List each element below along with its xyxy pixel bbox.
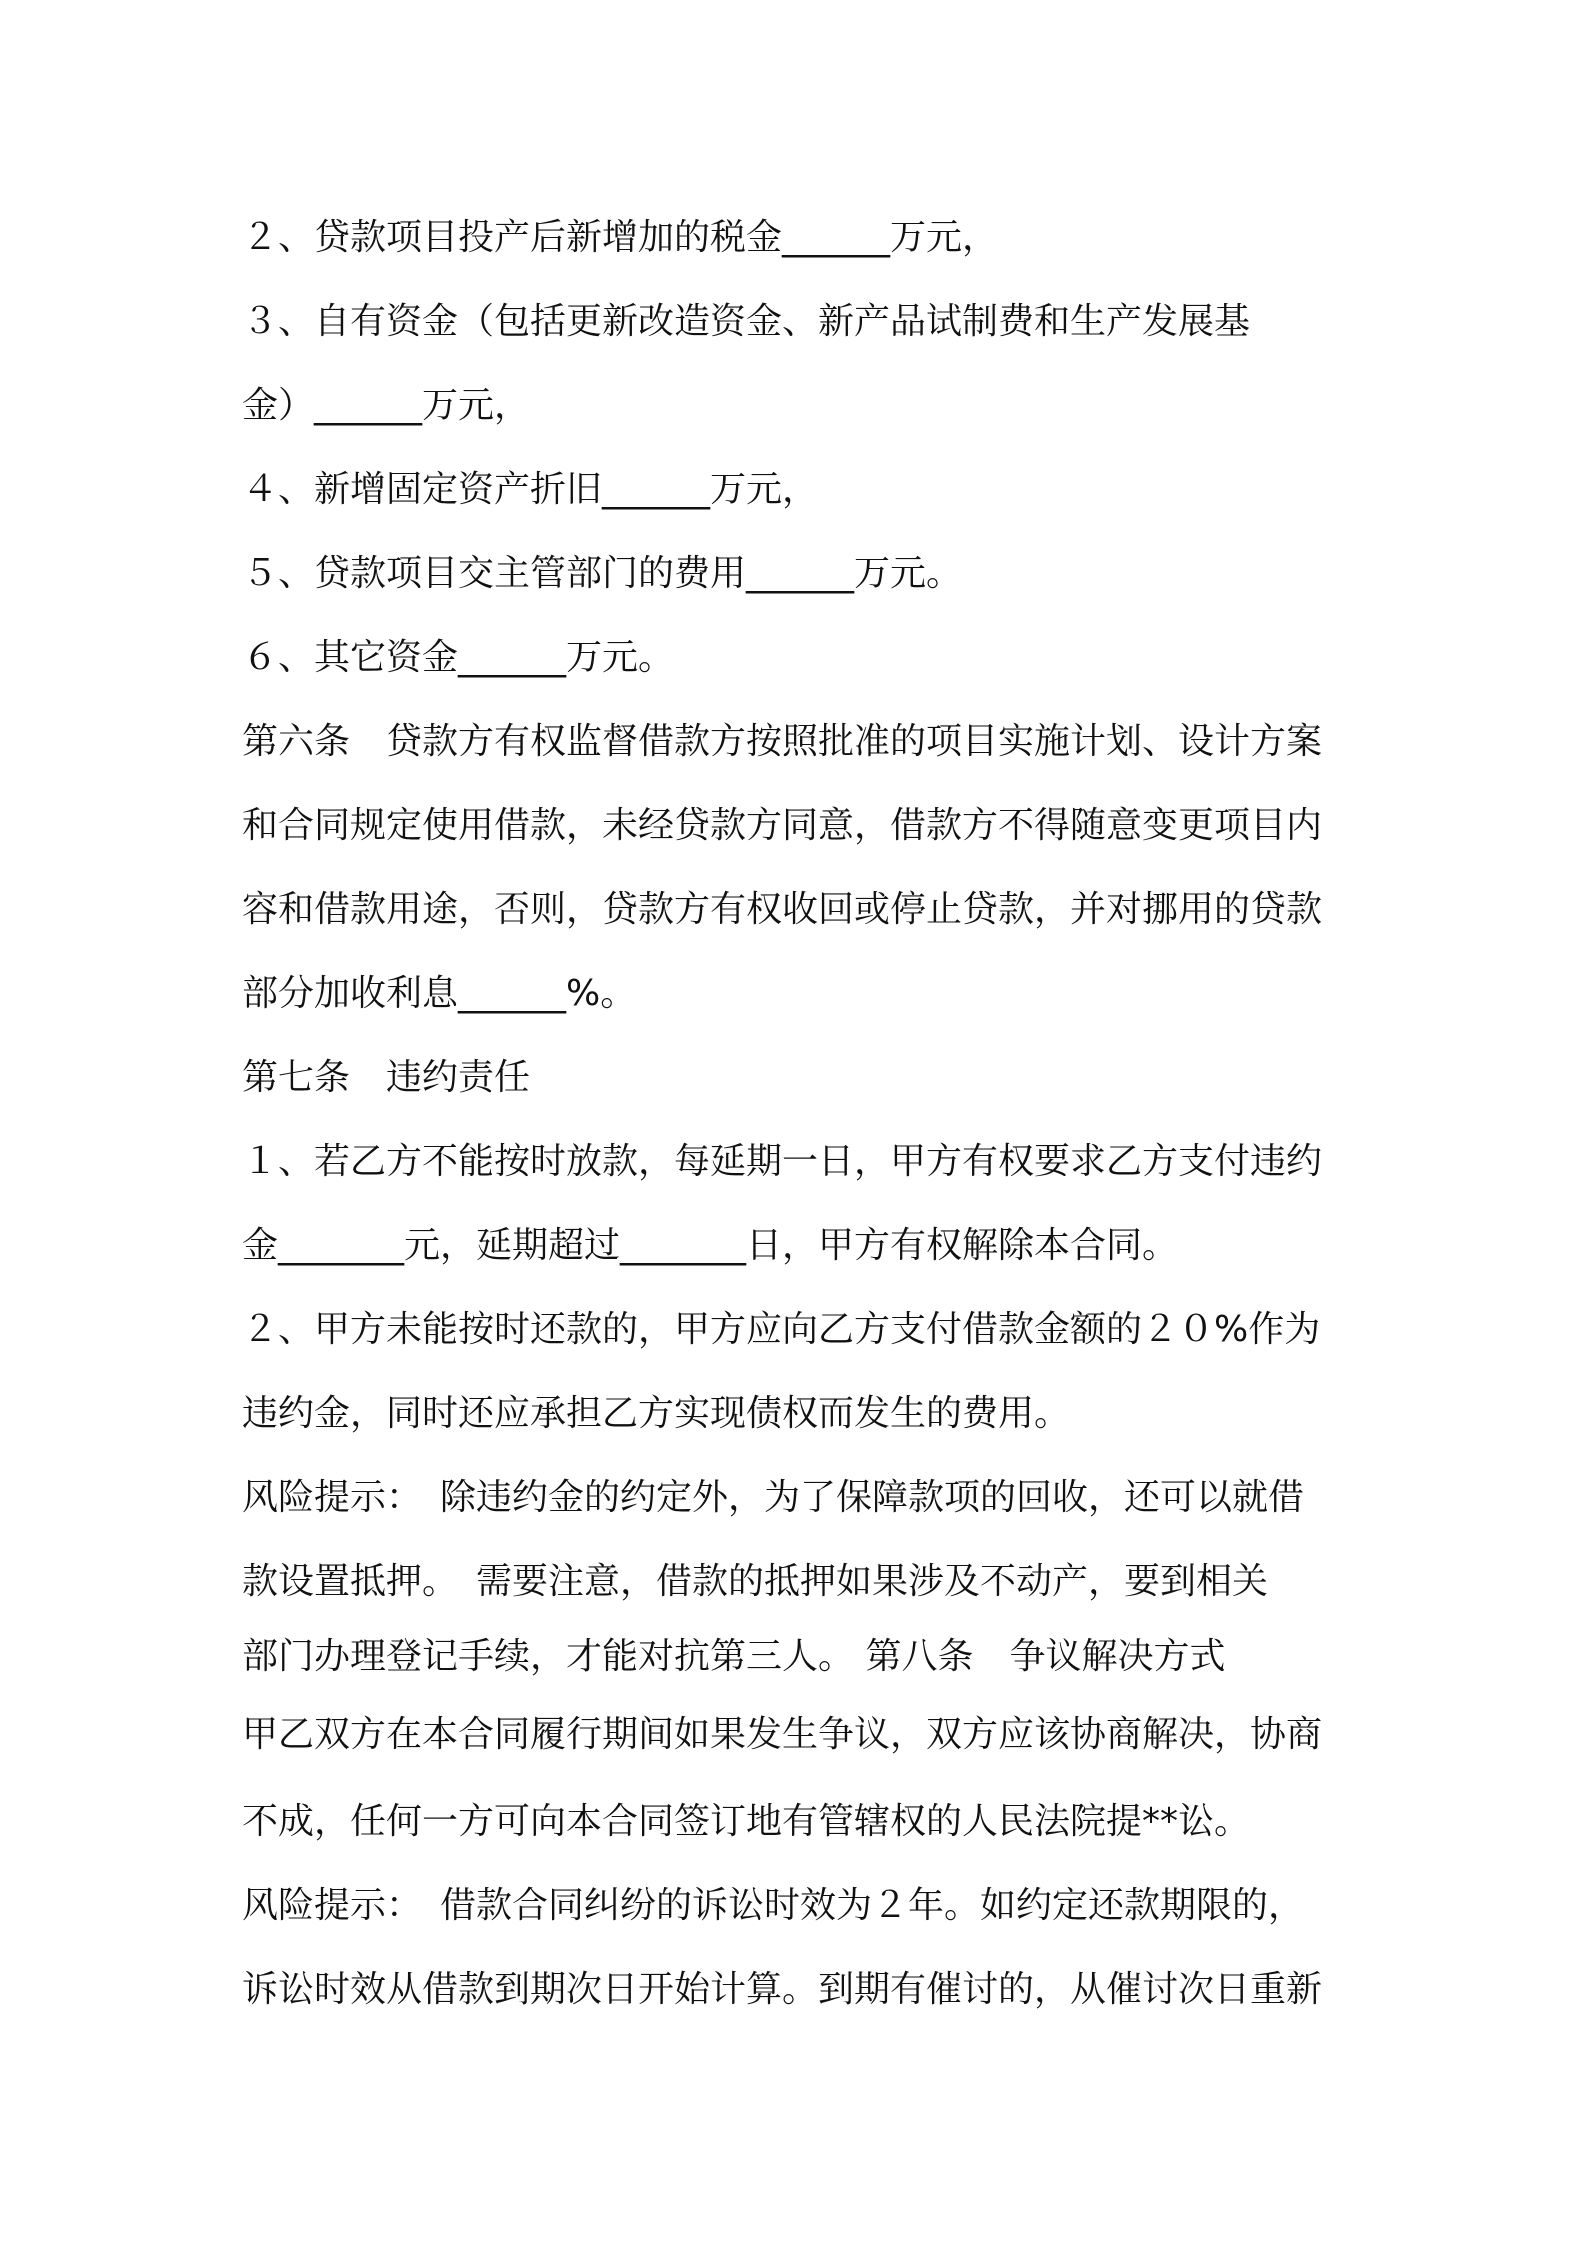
risk-note-line: 款设置抵押。 需要注意，借款的抵押如果涉及不动产，要到相关: [242, 1561, 1269, 1602]
clause-line: ４、新增固定资产折旧______万元，: [242, 469, 819, 510]
clause-line: 金）______万元，: [242, 385, 531, 426]
clause-line: 容和借款用途，否则，贷款方有权收回或停止贷款，并对挪用的贷款: [242, 889, 1323, 930]
article-heading-line: 第六条 贷款方有权监督借款方按照批准的项目实施计划、设计方案: [242, 721, 1323, 762]
clause-line: ２、甲方未能按时还款的，甲方应向乙方支付借款金额的２０%作为: [242, 1309, 1321, 1350]
clause-line: 和合同规定使用借款，未经贷款方同意，借款方不得随意变更项目内: [242, 805, 1323, 846]
article-heading-line: 部门办理登记手续，才能对抗第三人。 第八条 争议解决方式: [242, 1636, 1226, 1677]
risk-note-line: 风险提示： 除违约金的约定外，为了保障款项的回收，还可以就借: [242, 1477, 1305, 1518]
clause-line: 不成，任何一方可向本合同签订地有管辖权的人民法院提**讼。: [242, 1801, 1251, 1842]
clause-line: ３、自有资金（包括更新改造资金、新产品试制费和生产发展基: [242, 301, 1251, 342]
clause-line: １、若乙方不能按时放款，每延期一日，甲方有权要求乙方支付违约: [242, 1141, 1323, 1182]
clause-line: 甲乙双方在本合同履行期间如果发生争议，双方应该协商解决，协商: [242, 1714, 1323, 1755]
risk-note-line: 风险提示： 借款合同纠纷的诉讼时效为２年。如约定还款期限的，: [242, 1885, 1305, 1926]
clause-line: 部分加收利息______%。: [242, 973, 637, 1014]
clause-line: ５、贷款项目交主管部门的费用______万元。: [242, 553, 963, 594]
clause-line: ２、贷款项目投产后新增加的税金______万元，: [242, 217, 999, 258]
clause-line: ６、其它资金______万元。: [242, 637, 675, 678]
article-heading-line: 第七条 违约责任: [242, 1057, 531, 1098]
contract-text: [242, 196, 1362, 2032]
risk-note-line: 诉讼时效从借款到期次日开始计算。到期有催讨的，从催讨次日重新: [242, 1969, 1323, 2010]
clause-line: 违约金，同时还应承担乙方实现债权而发生的费用。: [242, 1393, 1071, 1434]
clause-line: 金_______元，延期超过_______日，甲方有权解除本合同。: [242, 1225, 1179, 1266]
